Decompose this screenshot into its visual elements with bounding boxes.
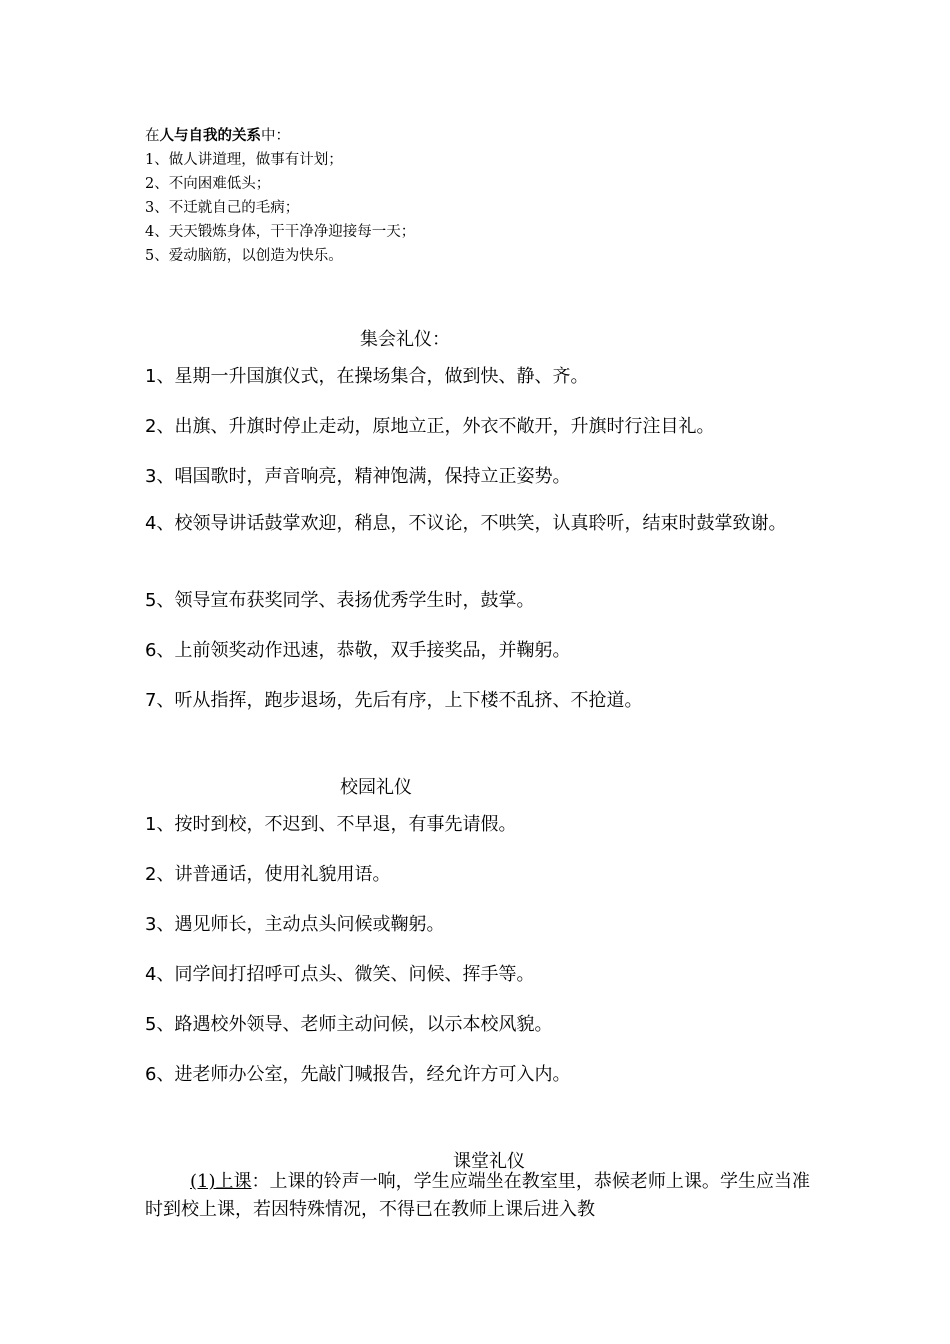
intro-item: 5、爱动脑筋，以创造为快乐。 [145,248,343,264]
assembly-item: 5、领导宣布获奖同学、表扬优秀学生时，鼓掌。 [145,590,535,611]
intro-item: 1、做人讲道理，做事有计划； [145,152,343,168]
campus-item: 5、路遇校外领导、老师主动问候，以示本校风貌。 [145,1014,553,1035]
assembly-item: 1、星期一升国旗仪式，在操场集合，做到快、静、齐。 [145,366,589,387]
intro-item: 3、不迁就自己的毛病； [145,200,300,216]
assembly-item: 7、听从指挥，跑步退场，先后有序，上下楼不乱挤、不抢道。 [145,690,643,711]
campus-item: 4、同学间打招呼可点头、微笑、问候、挥手等。 [145,964,535,985]
classroom-lead: (1)上课 [190,1171,252,1192]
campus-item: 2、讲普通话，使用礼貌用语。 [145,864,391,885]
assembly-item: 3、唱国歌时，声音响亮，精神饱满，保持立正姿势。 [145,466,571,487]
intro-item: 4、天天锻炼身体，干干净净迎接每一天； [145,224,416,240]
campus-item: 6、进老师办公室，先敲门喊报告，经允许方可入内。 [145,1064,571,1085]
campus-title: 校园礼仪 [340,777,412,798]
campus-item: 1、按时到校，不迟到、不早退，有事先请假。 [145,814,517,835]
classroom-title: 课堂礼仪 [453,1151,525,1172]
intro-heading-bold: 人与自我的关系 [159,127,261,144]
intro-heading: 在人与自我的关系中： [145,127,290,144]
classroom-paragraph: (1)上课：上课的铃声一响，学生应端坐在教室里，恭候老师上课。学生应当准时到校上课，若因特殊情况，不得已在教师上课后进入教 [145,1171,810,1220]
assembly-title: 集会礼仪： [360,329,450,350]
intro-item: 2、不向困难低头； [145,176,271,192]
intro-section [145,124,415,268]
assembly-item: 6、上前领奖动作迅速，恭敬，双手接奖品，并鞠躬。 [145,640,571,661]
assembly-item: 4、校领导讲话鼓掌欢迎，稍息，不议论，不哄笑，认真聆听，结束时鼓掌致谢。 [145,513,787,534]
campus-item: 3、遇见师长，主动点头问候或鞠躬。 [145,914,445,935]
assembly-item: 2、出旗、升旗时停止走动，原地立正，外衣不敞开，升旗时行注目礼。 [145,416,715,437]
